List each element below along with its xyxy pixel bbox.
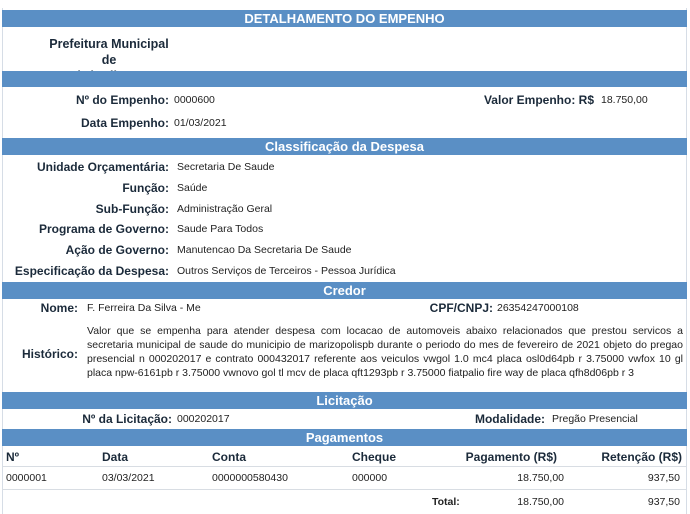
empenho-date-value: 01/03/2021 <box>174 117 227 129</box>
col-header-payment: Pagamento (R$) <box>465 450 557 464</box>
cell-retention: 937,50 <box>647 472 680 484</box>
licitacao-number-label: Nº da Licitação: <box>82 412 172 426</box>
unidade-label: Unidade Orçamentária: <box>36 160 169 174</box>
empenho-value-label: Valor Empenho: R$ <box>483 93 594 107</box>
empenho-value: 18.750,00 <box>601 94 648 106</box>
total-payment: 18.750,00 <box>517 496 564 508</box>
credor-title-bar <box>2 282 687 299</box>
credor-title: Credor <box>323 283 366 298</box>
cpf-value: 26354247000108 <box>497 302 579 314</box>
cpf-label: CPF/CNPJ: <box>429 301 493 315</box>
cell-date: 03/03/2021 <box>102 472 155 484</box>
licitacao-number-value: 000202017 <box>177 413 230 425</box>
pagamentos-title-bar <box>2 429 687 446</box>
classificacao-title-bar <box>2 138 687 155</box>
cell-payment: 18.750,00 <box>517 472 564 484</box>
acao-label: Ação de Governo: <box>65 243 169 257</box>
funcao-value: Saúde <box>177 182 208 194</box>
modalidade-label: Modalidade: <box>474 412 545 426</box>
subfuncao-value: Administração Geral <box>177 203 273 215</box>
credor-name-value: F. Ferreira Da Silva - Me <box>87 302 201 314</box>
especificacao-value: Outros Serviços de Terceiros - Pessoa Jurídica <box>177 265 396 277</box>
table-divider <box>2 466 687 467</box>
total-retention: 937,50 <box>647 496 680 508</box>
funcao-label: Função: <box>122 181 169 195</box>
col-header-account: Conta <box>212 450 246 464</box>
separator-bar <box>2 71 687 87</box>
modalidade-value: Pregão Presencial <box>552 413 638 425</box>
cell-account: 0000000580430 <box>212 472 288 484</box>
total-label: Total: <box>432 496 460 508</box>
programa-value: Saude Para Todos <box>177 223 264 235</box>
empenho-number-value: 0000600 <box>174 94 215 106</box>
programa-label: Programa de Governo: <box>38 222 169 236</box>
classificacao-title: Classificação da Despesa <box>265 139 424 154</box>
pagamentos-title: Pagamentos <box>305 430 384 445</box>
cell-number: 0000001 <box>6 472 47 484</box>
especificacao-label: Especificação da Despesa: <box>14 264 169 278</box>
acao-value: Manutencao Da Secretaria De Saude <box>177 244 352 256</box>
col-header-date: Data <box>102 450 129 464</box>
cell-check: 000000 <box>352 472 388 484</box>
col-header-retention: Retenção (R$) <box>601 450 682 464</box>
table-divider-bottom <box>2 489 687 490</box>
licitacao-title-bar <box>2 392 687 409</box>
historico-label: Histórico: <box>21 347 78 361</box>
header-title-bar <box>2 10 687 27</box>
organization-line-1: Prefeitura Municipal de <box>49 37 169 67</box>
header-title: DETALHAMENTO DO EMPENHO <box>244 11 445 26</box>
col-header-number: Nº <box>6 450 20 464</box>
subfuncao-label: Sub-Função: <box>95 202 169 216</box>
empenho-number-label: Nº do Empenho: <box>75 93 169 107</box>
empenho-date-label: Data Empenho: <box>80 116 169 130</box>
unidade-value: Secretaria De Saude <box>177 161 275 173</box>
historico-text: Valor que se empenha para atender despesa com locacao de automoveis abaixo relacionados que prestou servicos a secretaria municipal de saude do municipio de marizopolispb durante o periodo do mes de fevereiro de 2021 objeto do pregao presencial n 000202017 e contrato 000432017 referente aos veiculos vwgol 1.0 mc4 placa osl0d64pb r 3.75000 vwfox 10 gl placa npw-6161pb r 3.75000 vwnovo gol tl mcv de placa qft1293pb r 3.75000 fiatpalio fire way de placa qfh8d06pb r 3 <box>87 325 683 379</box>
credor-name-label: Nome: <box>40 301 78 315</box>
col-header-check: Cheque <box>352 450 397 464</box>
licitacao-title: Licitação <box>316 393 373 408</box>
